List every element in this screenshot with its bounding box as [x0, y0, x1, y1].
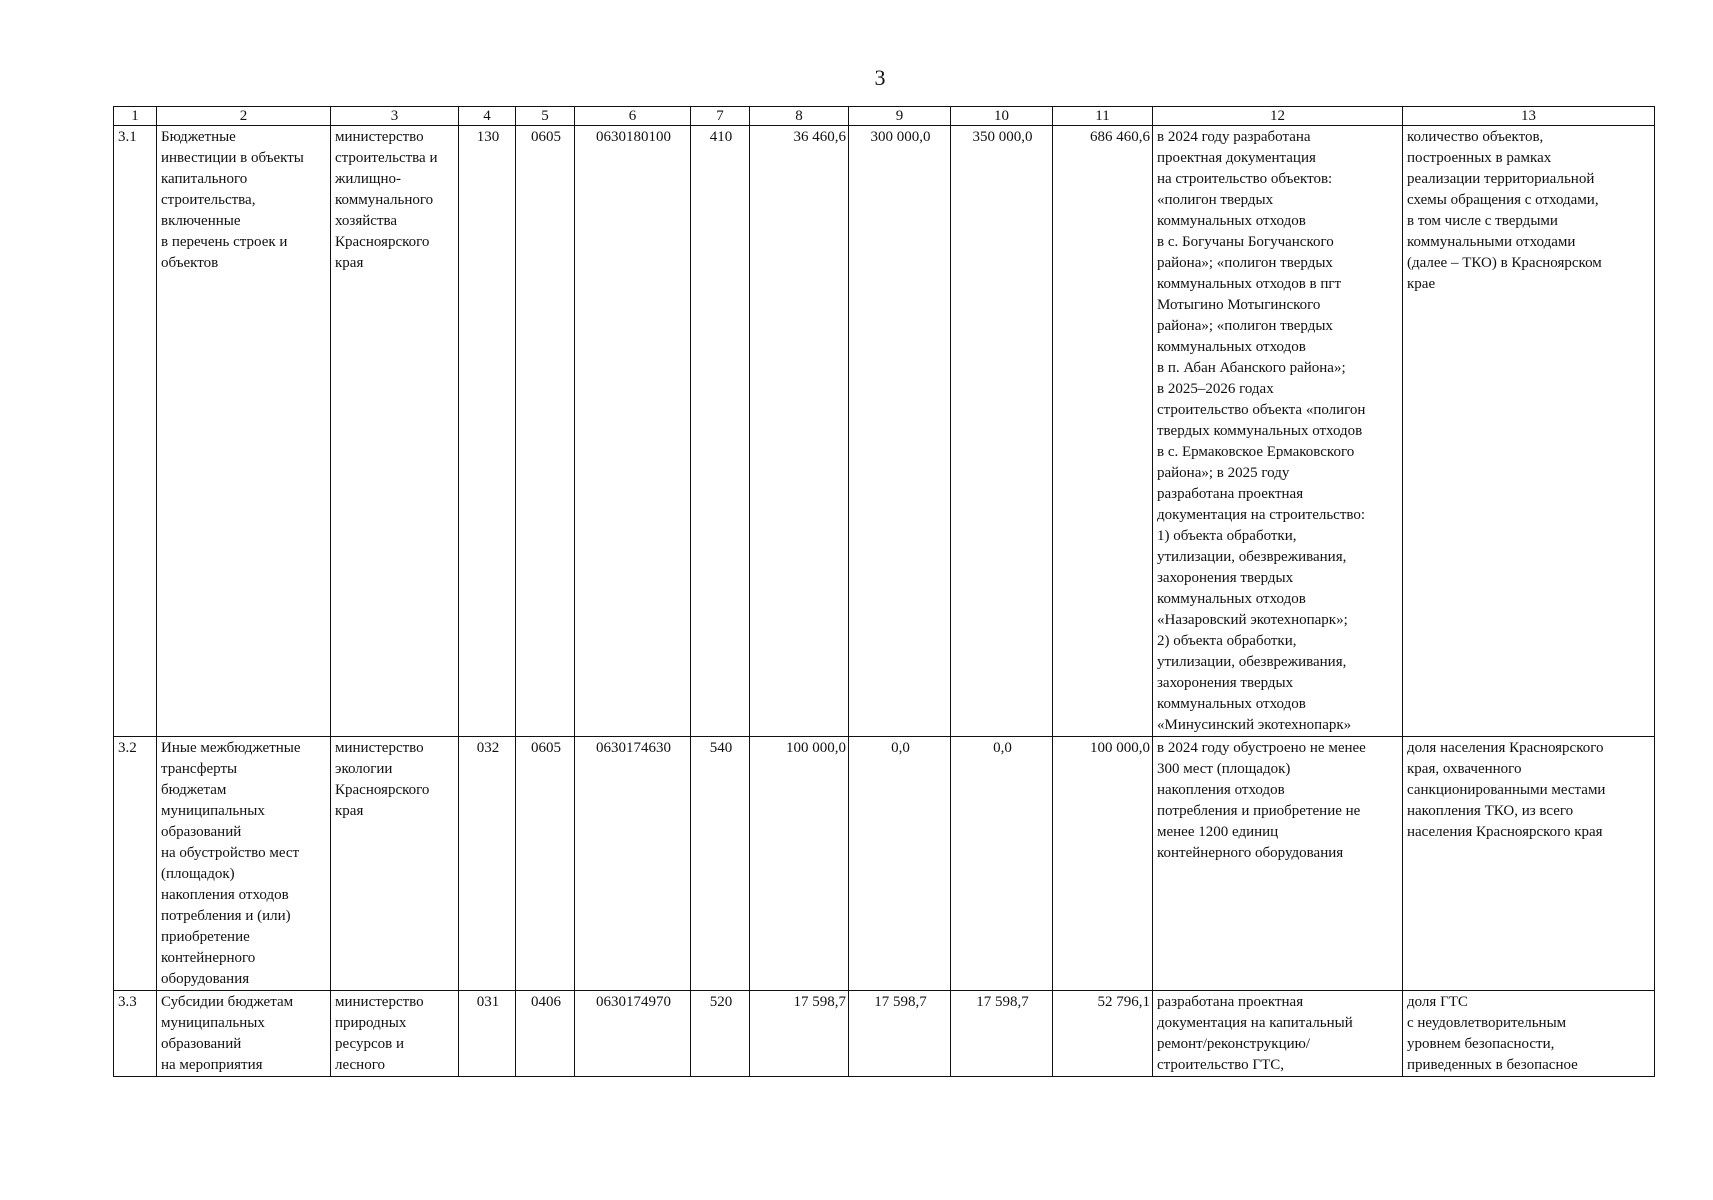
total-amount-cell: 686 460,6 [1053, 126, 1153, 737]
amount-cell: 17 598,7 [750, 991, 849, 1077]
expected-result-cell: в 2024 году обустроено не менее 300 мест (площадок) накопления отходов потребления и приобретение не менее 1200 единиц контейнерного оборудования [1153, 737, 1403, 991]
code-cell: 0630180100 [575, 126, 691, 737]
column-header: 5 [516, 107, 575, 126]
code-cell: 0630174970 [575, 991, 691, 1077]
measure-name-cell: Бюджетные инвестиции в объекты капитального строительства, включенные в перечень строек и объектов [157, 126, 331, 737]
column-header: 12 [1153, 107, 1403, 126]
column-header: 7 [691, 107, 750, 126]
amount-cell: 17 598,7 [849, 991, 951, 1077]
indicator-cell: доля населения Красноярского края, охваченного санкционированными местами накопления ТКО, из всего населения Красноярского края [1403, 737, 1655, 991]
column-header: 11 [1053, 107, 1153, 126]
total-amount-cell: 52 796,1 [1053, 991, 1153, 1077]
column-header: 3 [331, 107, 459, 126]
table-row [114, 126, 1655, 737]
column-header: 6 [575, 107, 691, 126]
column-header: 9 [849, 107, 951, 126]
code-cell: 540 [691, 737, 750, 991]
ministry-cell: министерство строительства и жилищно- коммунального хозяйства Красноярского края [331, 126, 459, 737]
table-header-row [114, 107, 1655, 126]
expected-result-cell: разработана проектная документация на капитальный ремонт/реконструкцию/ строительство ГТС, [1153, 991, 1403, 1077]
code-cell: 0630174630 [575, 737, 691, 991]
indicator-cell: количество объектов, построенных в рамках реализации территориальной схемы обращения с отходами, в том числе с твердыми коммунальными отходами (далее – ТКО) в Красноярском крае [1403, 126, 1655, 737]
column-header: 13 [1403, 107, 1655, 126]
code-cell: 0406 [516, 991, 575, 1077]
column-header: 8 [750, 107, 849, 126]
ministry-cell: министерство природных ресурсов и лесного [331, 991, 459, 1077]
indicator-cell: доля ГТС с неудовлетворительным уровнем безопасности, приведенных в безопасное [1403, 991, 1655, 1077]
code-cell: 410 [691, 126, 750, 737]
ministry-cell: министерство экологии Красноярского края [331, 737, 459, 991]
column-header: 2 [157, 107, 331, 126]
amount-cell: 36 460,6 [750, 126, 849, 737]
amount-cell: 0,0 [849, 737, 951, 991]
amount-cell: 300 000,0 [849, 126, 951, 737]
code-cell: 520 [691, 991, 750, 1077]
measure-name-cell: Субсидии бюджетам муниципальных образований на мероприятия [157, 991, 331, 1077]
expected-result-cell: в 2024 году разработана проектная документация на строительство объектов: «полигон твердых коммунальных отходов в с. Богучаны Богучанского района»; «полигон твердых коммунальных отходов в пгт Мотыгино Мотыгинского района»; «полигон твердых коммунальных отходов в п. Абан Абанского района»; в 2025–2026 годах строительство объекта «полигон твердых коммунальных отходов в с. Ермаковское Ермаковского района»; в 2025 году разработана проектная документация на строительство: 1) объекта обработки, утилизации, обезвреживания, захоронения твердых коммунальных отходов «Назаровский экотехнопарк»; 2) объекта обработки, утилизации, обезвреживания, захоронения твердых коммунальных отходов «Минусинский экотехнопарк» [1153, 126, 1403, 737]
amount-cell: 0,0 [951, 737, 1053, 991]
row-number-cell: 3.3 [114, 991, 157, 1077]
column-header: 10 [951, 107, 1053, 126]
page-number: 3 [874, 65, 886, 90]
table-row [114, 737, 1655, 991]
code-cell: 031 [459, 991, 516, 1077]
total-amount-cell: 100 000,0 [1053, 737, 1153, 991]
code-cell: 0605 [516, 126, 575, 737]
measure-name-cell: Иные межбюджетные трансферты бюджетам муниципальных образований на обустройство мест (площадок) накопления отходов потребления и (или) приобретение контейнерного оборудования [157, 737, 331, 991]
row-number-cell: 3.1 [114, 126, 157, 737]
amount-cell: 17 598,7 [951, 991, 1053, 1077]
code-cell: 032 [459, 737, 516, 991]
amount-cell: 100 000,0 [750, 737, 849, 991]
budget-table [113, 106, 1655, 1077]
column-header: 1 [114, 107, 157, 126]
row-number-cell: 3.2 [114, 737, 157, 991]
table-row [114, 991, 1655, 1077]
column-header: 4 [459, 107, 516, 126]
code-cell: 0605 [516, 737, 575, 991]
amount-cell: 350 000,0 [951, 126, 1053, 737]
code-cell: 130 [459, 126, 516, 737]
